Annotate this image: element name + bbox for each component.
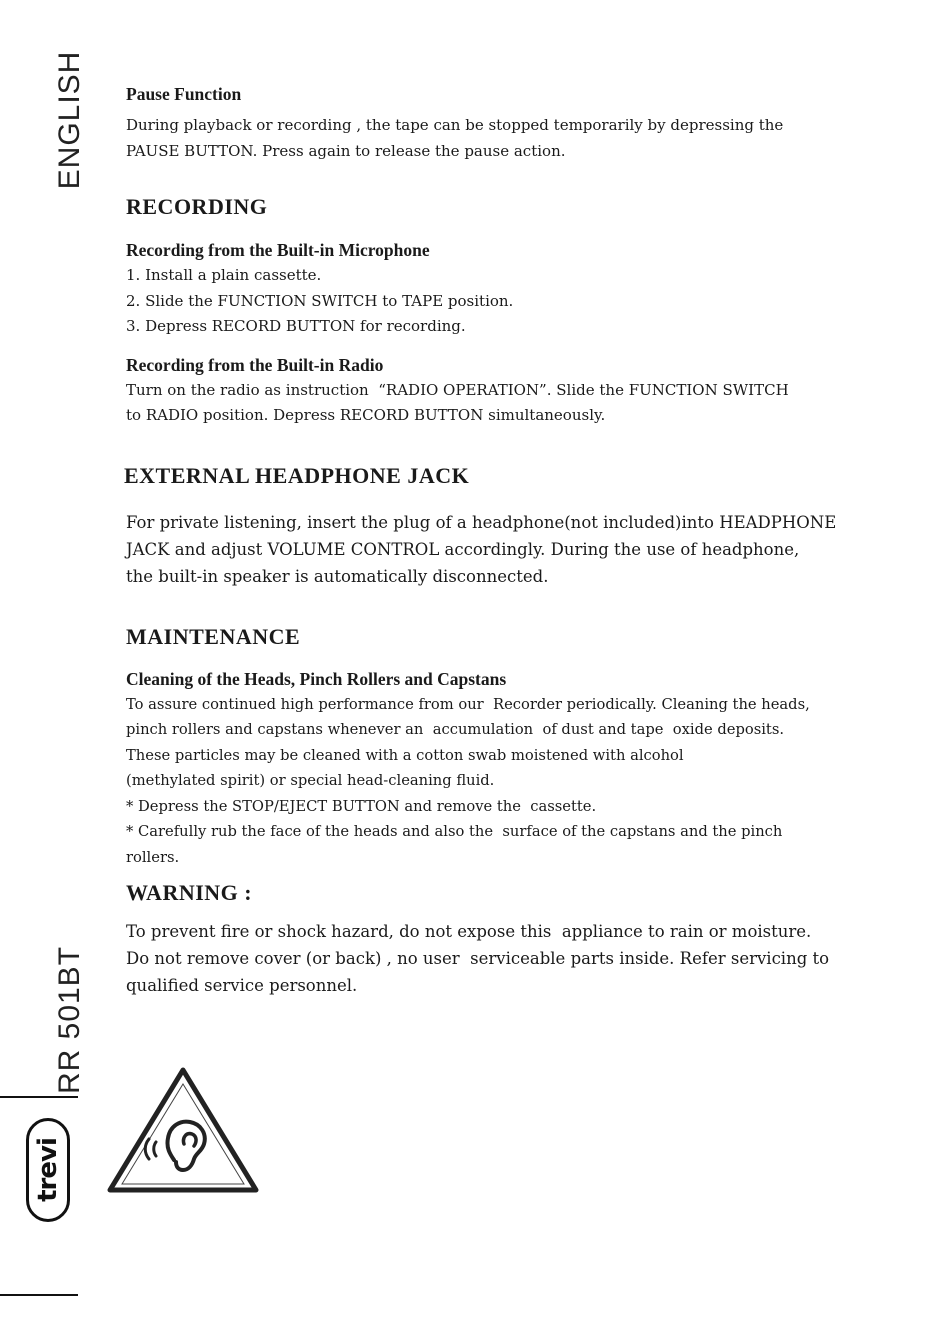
recording-section — [126, 192, 871, 429]
headphone-section — [126, 461, 871, 590]
mic-recording-steps: 1. Install a plain cassette. 2. Slide the FUNCTION SWITCH to TAPE position. 3. Depress RECORD BUTTON for recording. — [126, 266, 514, 335]
model-text: RR 501BT — [53, 945, 86, 1095]
radio-recording-title: Recording from the Built-in Radio — [126, 354, 384, 375]
warning-text: To prevent fire or shock hazard, do not expose this appliance to rain or moisture. Do not remove cover (or back) , no user serviceable parts inside. Refer servicing to qualified service personnel. — [126, 922, 830, 995]
pause-title: Pause Function — [126, 84, 242, 104]
maintenance-title: MAINTENANCE — [126, 623, 301, 649]
brand-logo — [26, 1118, 70, 1222]
brand-logo-text: trevi — [33, 1138, 63, 1202]
margin-divider-top — [0, 1096, 78, 1098]
model-label — [40, 945, 100, 1095]
warning-title: WARNING : — [126, 880, 253, 905]
cleaning-text: To assure continued high performance from our Recorder periodically. Cleaning the heads, pinch rollers and capstans whenever an accumulation of dust and tape oxide deposits. These particles may be cleaned with a cotton swab moistened with alcohol (methylated spirit) or special head-cleaning fluid. * Depress the STOP/EJECT BUTTON and remove the cassette. * Carefully rub the face of the heads and also the surface of the capstans and the pinch rollers. — [126, 695, 810, 866]
margin-divider-bottom — [0, 1294, 78, 1296]
language-label — [40, 50, 100, 190]
mic-recording-title: Recording from the Built-in Microphone — [126, 240, 430, 260]
recording-title: RECORDING — [126, 194, 268, 219]
manual-content — [126, 82, 871, 999]
headphone-text: For private listening, insert the plug of a headphone(not included)into HEADPHONE JACK and adjust VOLUME CONTROL accordingly. During the use of headphone, the built-in speaker is automatically disconnected. — [126, 512, 837, 586]
language-text: ENGLISH — [53, 50, 86, 190]
headphone-title: EXTERNAL HEADPHONE JACK — [124, 462, 470, 488]
pause-section — [126, 82, 871, 164]
warning-section — [126, 878, 871, 999]
maintenance-section — [126, 622, 871, 871]
cleaning-title: Cleaning of the Heads, Pinch Rollers and Capstans — [126, 668, 507, 689]
pause-text: During playback or recording , the tape can be stopped temporarily by depressing the PAUSE BUTTON. Press again to release the pause action. — [126, 116, 784, 160]
radio-recording-text: Turn on the radio as instruction “RADIO OPERATION”. Slide the FUNCTION SWITCH to RADIO position. Depress RECORD BUTTON simultaneously. — [126, 380, 789, 424]
ear-warning-triangle-icon — [104, 1062, 262, 1196]
